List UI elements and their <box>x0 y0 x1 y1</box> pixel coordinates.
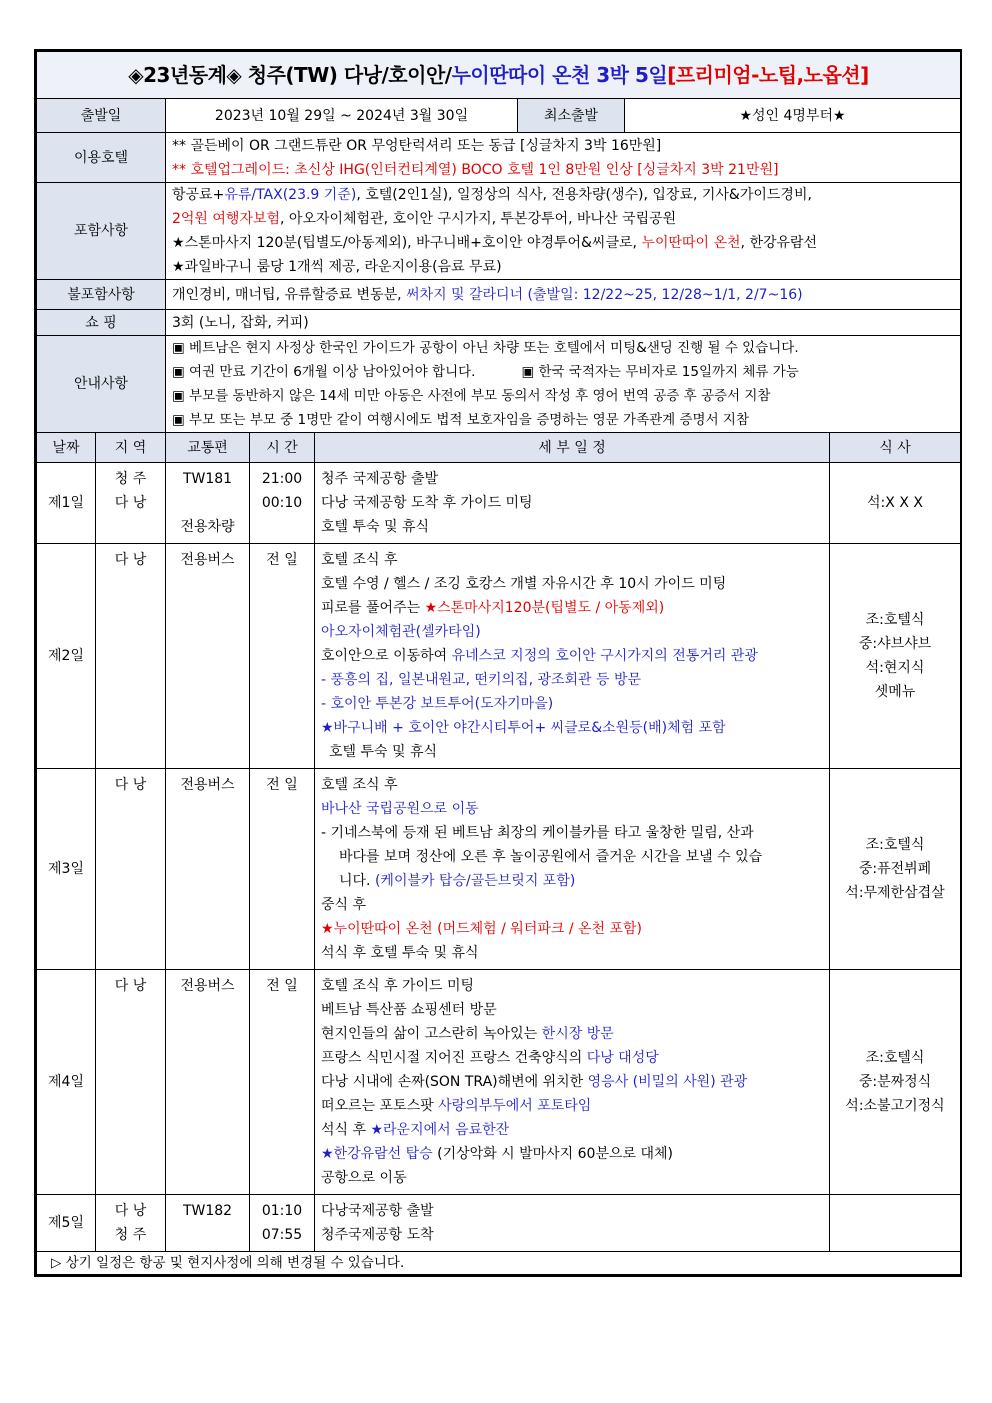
hotel-label: 이용호텔 <box>37 133 166 183</box>
schedule-line <box>321 596 823 620</box>
include-value <box>166 183 961 280</box>
schedule-line: 바다를 보며 정산에 오른 후 놀이공원에서 즐거운 시간을 보낼 수 있습 <box>339 849 763 865</box>
schedule-line: - 풍흥의 집, 일본내원교, 떤키의집, 광조회관 등 방문 <box>321 672 642 688</box>
exclude-text: 개인경비, 매너팁, 유류할증료 변동분, <box>172 286 407 303</box>
love-pier: 사랑의부두에서 포토타임 <box>438 1098 592 1114</box>
day-row-1 <box>37 463 961 544</box>
schedule-line: 공항으로 이동 <box>321 1170 407 1186</box>
region-cell: 다 낭 <box>96 544 166 769</box>
day-label: 제2일 <box>37 544 96 769</box>
include-hot-spring: 누이딴따이 온천 <box>641 235 741 251</box>
schedule-line <box>321 1022 823 1046</box>
schedule-line <box>321 1118 823 1142</box>
region: 다 낭 <box>114 1203 147 1219</box>
include-line-1 <box>172 183 954 207</box>
stone-massage: ★스톤마사지120분(팁별도 / 아동제외) <box>424 600 665 616</box>
notice-passport: ▣ 여권 만료 기간이 6개월 이상 남아있어야 합니다. <box>172 364 476 380</box>
meal-cell <box>830 544 961 769</box>
col-detail: 세 부 일 정 <box>315 433 830 463</box>
meal-cell <box>830 769 961 970</box>
day-label: 제3일 <box>37 769 96 970</box>
meal-lunch: 중:샤브샤브 <box>858 636 932 652</box>
notice-line-3: ▣ 부모를 동반하지 않은 14세 미만 아동은 사전에 부모 동의서 작성 후 영어 번역 공증 후 공증서 지참 <box>172 388 771 404</box>
exclude-row <box>37 280 961 310</box>
detail-cell <box>315 463 830 544</box>
notice-visa: ▣ 한국 국적자는 무비자로 15일까지 체류 가능 <box>521 364 799 380</box>
itinerary-table <box>36 51 961 1275</box>
schedule-line: 청주 국제공항 출발 <box>321 471 439 487</box>
schedule-text: 다낭 시내에 손짜(SON TRA)해변에 위치한 <box>321 1074 588 1090</box>
schedule-text: 프랑스 식민시절 지어진 프랑스 건축양식의 <box>321 1050 587 1066</box>
hotel-row <box>37 133 961 183</box>
notice-label: 안내사항 <box>37 336 166 433</box>
schedule-text: (기상악화 시 발마사지 60분으로 대체) <box>432 1146 673 1162</box>
transport: 전용차량 <box>180 519 235 535</box>
schedule-line: 석식 후 호텔 투숙 및 휴식 <box>321 945 479 961</box>
time-cell <box>250 463 315 544</box>
meal-lunch: 중:분짜정식 <box>858 1074 932 1090</box>
region-cell <box>96 1195 166 1252</box>
meal-cell: 석:X X X <box>830 463 961 544</box>
meal-cell <box>830 1195 961 1252</box>
day-row-3 <box>37 769 961 970</box>
hoian-old-town: 유네스코 지정의 호이안 구시가지의 전통거리 관광 <box>451 648 758 664</box>
schedule-text: 피로를 풀어주는 <box>321 600 425 616</box>
time: 21:00 <box>261 471 303 487</box>
transport-cell: 전용버스 <box>166 544 250 769</box>
hotel-value <box>166 133 961 183</box>
footer-note: ▷ 상기 일정은 항공 및 현지사정에 의해 변경될 수 있습니다. <box>37 1252 961 1275</box>
meal-dinner-note: 셋메뉴 <box>874 684 916 700</box>
shopping-value: 3회 (노니, 잡화, 커피) <box>166 310 961 336</box>
region-cell: 다 낭 <box>96 769 166 970</box>
region: 청 주 <box>114 1227 147 1243</box>
include-insurance: 2억원 여행자보험 <box>172 211 281 227</box>
schedule-line: 다낭 국제공항 도착 후 가이드 미팅 <box>321 495 533 511</box>
time: 07:55 <box>261 1227 303 1243</box>
schedule-line: 호텔 조식 후 <box>321 777 398 793</box>
min-value: ★성인 4명부터★ <box>625 99 961 133</box>
meal-cell <box>830 970 961 1195</box>
shopping-label: 쇼 핑 <box>37 310 166 336</box>
lounge-drink: ★라운지에서 음료한잔 <box>370 1122 510 1138</box>
han-river-cruise: ★한강유람선 탑승 <box>321 1146 433 1162</box>
hotel-line-2: ** 호텔업그레이드: 초신상 IHG(인터컨티계열) BOCO 호텔 1인 8만원 인상 [싱글차지 3박 21만원] <box>172 161 779 178</box>
transport-cell: 전용버스 <box>166 769 250 970</box>
include-row <box>37 183 961 280</box>
exclude-label: 불포함사항 <box>37 280 166 310</box>
itinerary-sheet <box>34 49 962 1277</box>
col-time: 시 간 <box>250 433 315 463</box>
schedule-line <box>321 1142 823 1166</box>
linh-ung-pagoda: 영응사 (비밀의 사원) 관광 <box>587 1074 748 1090</box>
depart-label: 출발일 <box>37 99 166 133</box>
include-fuel-tax: 유류/TAX(23.9 기준) <box>224 187 357 203</box>
schedule-line <box>321 1046 823 1070</box>
schedule-line: 청주국제공항 도착 <box>321 1227 434 1243</box>
schedule-line: 바나산 국립공원으로 이동 <box>321 801 479 817</box>
time: 00:10 <box>261 495 303 511</box>
depart-value: 2023년 10월 29일 ~ 2024년 3월 30일 <box>166 99 518 133</box>
schedule-text: 현지인들의 삶이 고스란히 녹아있는 <box>321 1026 542 1042</box>
region: 청 주 <box>114 471 147 487</box>
include-label: 포함사항 <box>37 183 166 280</box>
notice-value <box>166 336 961 433</box>
time-cell: 전 일 <box>250 970 315 1195</box>
schedule-line: 아오자이체험관(셀카타임) <box>321 624 481 640</box>
schedule-text: 니다. <box>339 873 375 889</box>
detail-cell <box>315 769 830 970</box>
title-part1: ◈23년동계◈ 청주(TW) 다낭/호이안/ <box>128 63 452 87</box>
schedule-line <box>321 644 823 668</box>
include-text: , 아오자이체험관, 호이안 구시가지, 투본강투어, 바나산 국립공원 <box>280 211 677 227</box>
danang-cathedral: 다낭 대성당 <box>586 1050 659 1066</box>
hotel-line-1: ** 골든베이 OR 그랜드튜란 OR 무엉탄럭셔리 또는 동급 [싱글차지 3박 16만원] <box>172 137 662 154</box>
include-text: ★스톤마사지 120분(팁별도/아동제외), 바구니배+호이안 야경투어&씨클로, <box>172 235 642 251</box>
schedule-line: 호텔 조식 후 <box>321 552 398 568</box>
depart-row <box>37 99 961 133</box>
exclude-value <box>166 280 961 310</box>
detail-cell <box>315 1195 830 1252</box>
schedule-line <box>321 1094 823 1118</box>
page-title <box>37 52 961 99</box>
transport-cell: 전용버스 <box>166 970 250 1195</box>
include-text: 항공료+ <box>172 187 225 203</box>
schedule-line: - 기네스북에 등재 된 베트남 최장의 케이블카를 타고 울창한 밀림, 산과 <box>321 825 754 841</box>
schedule-line: 중식 후 <box>321 897 367 913</box>
meal-breakfast: 조:호텔식 <box>865 1050 925 1066</box>
schedule-header-row <box>37 433 961 463</box>
notice-line-2 <box>172 360 954 384</box>
col-meal: 식 사 <box>830 433 961 463</box>
schedule-line: 호텔 투숙 및 휴식 <box>321 519 430 535</box>
day-row-4 <box>37 970 961 1195</box>
col-region: 지 역 <box>96 433 166 463</box>
cable-car-note: (케이블카 탑승/골든브릿지 포함) <box>374 873 576 889</box>
schedule-text: 떠오르는 포토스팟 <box>321 1098 439 1114</box>
meal-dinner: 석:무제한삼겹살 <box>845 885 945 901</box>
notice-line-4: ▣ 부모 또는 부모 중 1명만 같이 여행시에도 법적 보호자임을 증명하는 영문 가족관계 증명서 지참 <box>172 412 749 428</box>
meal-dinner: 석:현지식 <box>865 660 925 676</box>
notice-line-1: ▣ 베트남은 현지 사정상 한국인 가이드가 공항이 아닌 차량 또는 호텔에서 미팅&샌딩 진행 될 수 있습니다. <box>172 340 799 356</box>
day-label: 제5일 <box>37 1195 96 1252</box>
title-part3: [프리미엄-노팁,노옵션] <box>667 63 869 87</box>
include-line-4: ★과일바구니 룸당 1개씩 제공, 라운지이용(음료 무료) <box>172 259 502 275</box>
include-text: , 한강유람선 <box>740 235 818 251</box>
meal-breakfast: 조:호텔식 <box>865 612 925 628</box>
region: 다 낭 <box>114 495 147 511</box>
schedule-line: 베트남 특산품 쇼핑센터 방문 <box>321 1002 497 1018</box>
title-row <box>37 52 961 99</box>
meal-dinner: 석:소불고기정식 <box>845 1098 945 1114</box>
flight-number: TW181 <box>182 471 233 487</box>
include-line-3 <box>172 231 954 255</box>
include-text: , 호텔(2인1실), 일정상의 식사, 전용차량(생수), 입장료, 기사&가이드경비, <box>356 187 812 203</box>
col-day: 날짜 <box>37 433 96 463</box>
shopping-row <box>37 310 961 336</box>
day-row-5 <box>37 1195 961 1252</box>
region-cell <box>96 463 166 544</box>
col-transport: 교통편 <box>166 433 250 463</box>
time-cell: 전 일 <box>250 769 315 970</box>
schedule-text: 석식 후 <box>321 1122 371 1138</box>
notice-row <box>37 336 961 433</box>
schedule-line: 호텔 조식 후 가이드 미팅 <box>321 978 475 994</box>
schedule-line: ★누이딴따이 온천 (머드체험 / 워터파크 / 온천 포함) <box>321 921 643 937</box>
time-cell: 전 일 <box>250 544 315 769</box>
exclude-surcharge: 써차지 및 갈라디너 (출발일: 12/22~25, 12/28~1/1, 2/7~16) <box>406 286 803 303</box>
day-label: 제1일 <box>37 463 96 544</box>
schedule-line: 다낭국제공항 출발 <box>321 1203 434 1219</box>
meal-lunch: 중:퓨전뷔페 <box>858 861 932 877</box>
day-row-2 <box>37 544 961 769</box>
detail-cell <box>315 970 830 1195</box>
schedule-line: - 호이안 투본강 보트투어(도자기마을) <box>321 696 554 712</box>
region-cell: 다 낭 <box>96 970 166 1195</box>
transport-cell <box>166 463 250 544</box>
schedule-line <box>321 869 823 893</box>
title-part2: 누이딴따이 온천 3박 5일 <box>451 63 668 87</box>
detail-cell <box>315 544 830 769</box>
schedule-line <box>321 1070 823 1094</box>
schedule-line: 호텔 수영 / 헬스 / 조깅 호캉스 개별 자유시간 후 10시 가이드 미팅 <box>321 576 727 592</box>
day-label: 제4일 <box>37 970 96 1195</box>
time: 01:10 <box>261 1203 303 1219</box>
meal-breakfast: 조:호텔식 <box>865 837 925 853</box>
han-market: 한시장 방문 <box>541 1026 614 1042</box>
min-label: 최소출발 <box>518 99 625 133</box>
schedule-line: 호텔 투숙 및 휴식 <box>329 744 438 760</box>
footer-row <box>37 1252 961 1275</box>
schedule-line: ★바구니배 + 호이안 야간시티투어+ 씨클로&소원등(배)체험 포함 <box>321 720 726 736</box>
schedule-text: 호이안으로 이동하여 <box>321 648 452 664</box>
transport-cell: TW182 <box>166 1195 250 1252</box>
time-cell <box>250 1195 315 1252</box>
include-line-2 <box>172 207 954 231</box>
